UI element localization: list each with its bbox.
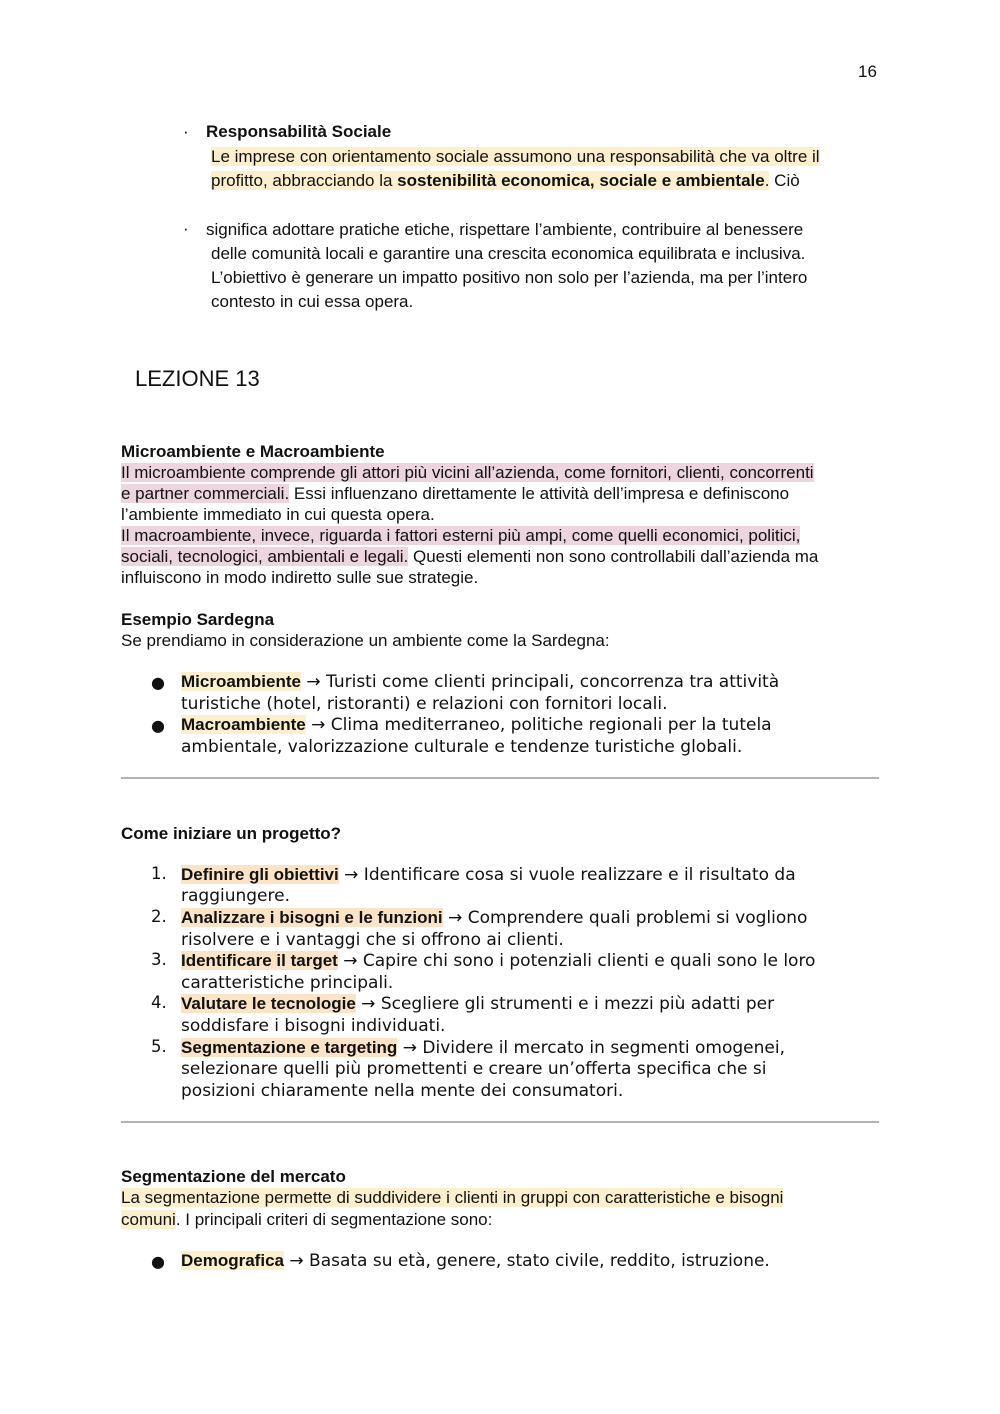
list-number: 3. [151, 950, 167, 969]
list-number: 4. [151, 993, 167, 1012]
paragraph-line: profitto, abbracciando la sostenibilità economica, sociale e ambientale. Ciò [211, 171, 800, 190]
section-title-responsabilita: Responsabilità Sociale [206, 122, 392, 141]
list-item-continuation: soddisfare i bisogni individuati. [181, 1016, 446, 1036]
paragraph-line: significa adottare pratiche etiche, rispettare l’ambiente, contribuire al benessere [206, 220, 804, 239]
paragraph-line: delle comunità locali e garantire una crescita economica equilibrata e inclusiva. [211, 244, 806, 263]
section-title-esempio: Esempio Sardegna [121, 610, 275, 629]
list-number: 2. [151, 907, 167, 926]
section-title-micro-macro: Microambiente e Macroambiente [121, 442, 385, 461]
paragraph-line: Se prendiamo in considerazione un ambiente come la Sardegna: [121, 631, 610, 650]
list-number: 1. [151, 864, 167, 883]
list-item-continuation: selezionare quelli più promettenti e creare un’offerta specifica che si [181, 1059, 767, 1079]
paragraph-line: L’obiettivo è generare un impatto positivo non solo per l’azienda, ma per l’intero [211, 268, 808, 287]
list-bullet: ● [151, 716, 165, 735]
list-bullet: ● [151, 673, 165, 692]
list-number: 5. [151, 1037, 167, 1056]
paragraph-line: Le imprese con orientamento sociale assumono una responsabilità che va oltre il [211, 147, 820, 166]
page-number: 16 [858, 62, 877, 81]
list-item-continuation: caratteristiche principali. [181, 973, 394, 993]
list-item: Valutare le tecnologie → Scegliere gli strumenti e i mezzi più adatti per [181, 994, 775, 1014]
section-title-segmentazione: Segmentazione del mercato [121, 1167, 346, 1186]
list-bullet: ● [151, 1252, 165, 1271]
lesson-title: LEZIONE 13 [135, 366, 260, 391]
horizontal-divider [121, 1121, 879, 1123]
list-item-continuation: ambientale, valorizzazione culturale e tendenze turistiche globali. [181, 737, 743, 757]
paragraph-line: influiscono in modo indiretto sulle sue strategie. [121, 568, 479, 587]
horizontal-divider [121, 777, 879, 779]
bullet-marker: · [183, 122, 189, 141]
list-item: Identificare il target → Capire chi sono i potenziali clienti e quali sono le loro [181, 951, 816, 971]
paragraph-line: e partner commerciali. Essi influenzano direttamente le attività dell’impresa e definiscono [121, 484, 790, 503]
list-item: Definire gli obiettivi → Identificare cosa si vuole realizzare e il risultato da [181, 865, 796, 885]
paragraph-line: Il microambiente comprende gli attori più vicini all’azienda, come fornitori, clienti, concorrenti [121, 463, 814, 482]
list-item-continuation: risolvere e i vantaggi che si offrono ai clienti. [181, 930, 564, 950]
list-item: Microambiente → Turisti come clienti principali, concorrenza tra attività [181, 672, 780, 692]
list-item: Demografica → Basata su età, genere, stato civile, reddito, istruzione. [181, 1251, 770, 1271]
paragraph-line: comuni. I principali criteri di segmentazione sono: [121, 1210, 493, 1229]
paragraph-line: La segmentazione permette di suddividere i clienti in gruppi con caratteristiche e bisogni [121, 1188, 784, 1207]
section-title-progetto: Come iniziare un progetto? [121, 824, 342, 843]
list-item: Analizzare i bisogni e le funzioni → Comprendere quali problemi si vogliono [181, 908, 808, 928]
list-item-continuation: posizioni chiaramente nella mente dei consumatori. [181, 1081, 624, 1101]
bullet-marker: · [183, 219, 189, 238]
list-item: Segmentazione e targeting → Dividere il mercato in segmenti omogenei, [181, 1038, 785, 1058]
paragraph-line: l’ambiente immediato in cui questa opera. [121, 505, 435, 524]
paragraph-line: contesto in cui essa opera. [211, 292, 414, 311]
list-item-continuation: raggiungere. [181, 886, 290, 906]
list-item-continuation: turistiche (hotel, ristoranti) e relazioni con fornitori locali. [181, 694, 668, 714]
paragraph-line: sociali, tecnologici, ambientali e legali. Questi elementi non sono controllabili dall’azienda ma [121, 547, 819, 566]
paragraph-line: Il macroambiente, invece, riguarda i fattori esterni più ampi, come quelli economici, politici, [121, 526, 801, 545]
list-item: Macroambiente → Clima mediterraneo, politiche regionali per la tutela [181, 715, 772, 735]
